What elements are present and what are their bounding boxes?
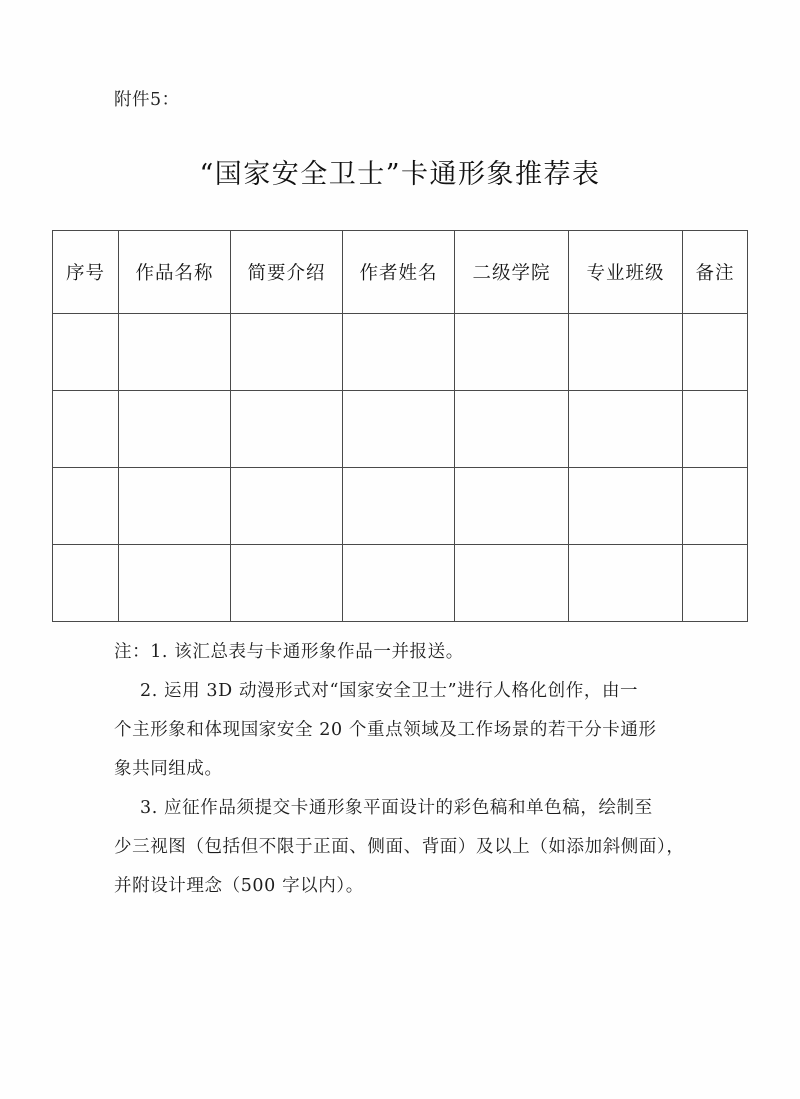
cell-sequence[interactable] [53,468,119,545]
cell-work-name[interactable] [119,468,231,545]
cell-remark[interactable] [683,314,748,391]
column-header-college: 二级学院 [455,231,569,314]
column-header-work-name: 作品名称 [119,231,231,314]
cell-college[interactable] [455,468,569,545]
note-line-3: 个主形象和体现国家安全 20 个重点领域及工作场景的若干分卡通形 [114,720,657,740]
column-header-major-class: 专业班级 [569,231,683,314]
cell-remark[interactable] [683,545,748,622]
cell-college[interactable] [455,391,569,468]
note-line-1: 注：1. 该汇总表与卡通形象作品一并报送。 [114,642,464,662]
cell-major-class[interactable] [569,468,683,545]
note-line-6: 少三视图（包括但不限于正面、侧面、背面）及以上（如添加斜侧面）， [114,837,685,857]
cell-brief-intro[interactable] [231,545,343,622]
cell-college[interactable] [455,545,569,622]
recommendation-table-container [52,230,747,622]
table-header [53,231,748,314]
cell-major-class[interactable] [569,314,683,391]
cell-brief-intro[interactable] [231,314,343,391]
table-header-row [53,231,748,314]
notes-section [114,633,694,906]
cell-college[interactable] [455,314,569,391]
note-line-4: 象共同组成。 [114,759,223,779]
column-header-sequence: 序号 [53,231,119,314]
cell-work-name[interactable] [119,391,231,468]
cell-remark[interactable] [683,391,748,468]
cell-work-name[interactable] [119,314,231,391]
table-row [53,314,748,391]
note-line-2: 2. 运用 3D 动漫形式对“国家安全卫士”进行人格化创作，由一 [140,681,639,701]
cell-sequence[interactable] [53,314,119,391]
note-line-5: 3. 应征作品须提交卡通形象平面设计的彩色稿和单色稿，绘制至 [140,798,653,818]
attachment-label: 附件5： [114,90,180,110]
cell-author-name[interactable] [343,391,455,468]
cell-sequence[interactable] [53,391,119,468]
cell-sequence[interactable] [53,545,119,622]
cell-major-class[interactable] [569,545,683,622]
recommendation-table [52,230,748,622]
cell-author-name[interactable] [343,468,455,545]
table-row [53,391,748,468]
column-header-brief-intro: 简要介绍 [231,231,343,314]
cell-author-name[interactable] [343,545,455,622]
cell-author-name[interactable] [343,314,455,391]
note-line-7: 并附设计理念（500 字以内）。 [114,876,364,896]
page-title: “国家安全卫士”卡通形象推荐表 [199,159,601,190]
column-header-author-name: 作者姓名 [343,231,455,314]
cell-remark[interactable] [683,468,748,545]
cell-brief-intro[interactable] [231,468,343,545]
table-row [53,468,748,545]
table-body [53,314,748,622]
table-row [53,545,748,622]
cell-major-class[interactable] [569,391,683,468]
column-header-remark: 备注 [683,231,748,314]
cell-work-name[interactable] [119,545,231,622]
cell-brief-intro[interactable] [231,391,343,468]
